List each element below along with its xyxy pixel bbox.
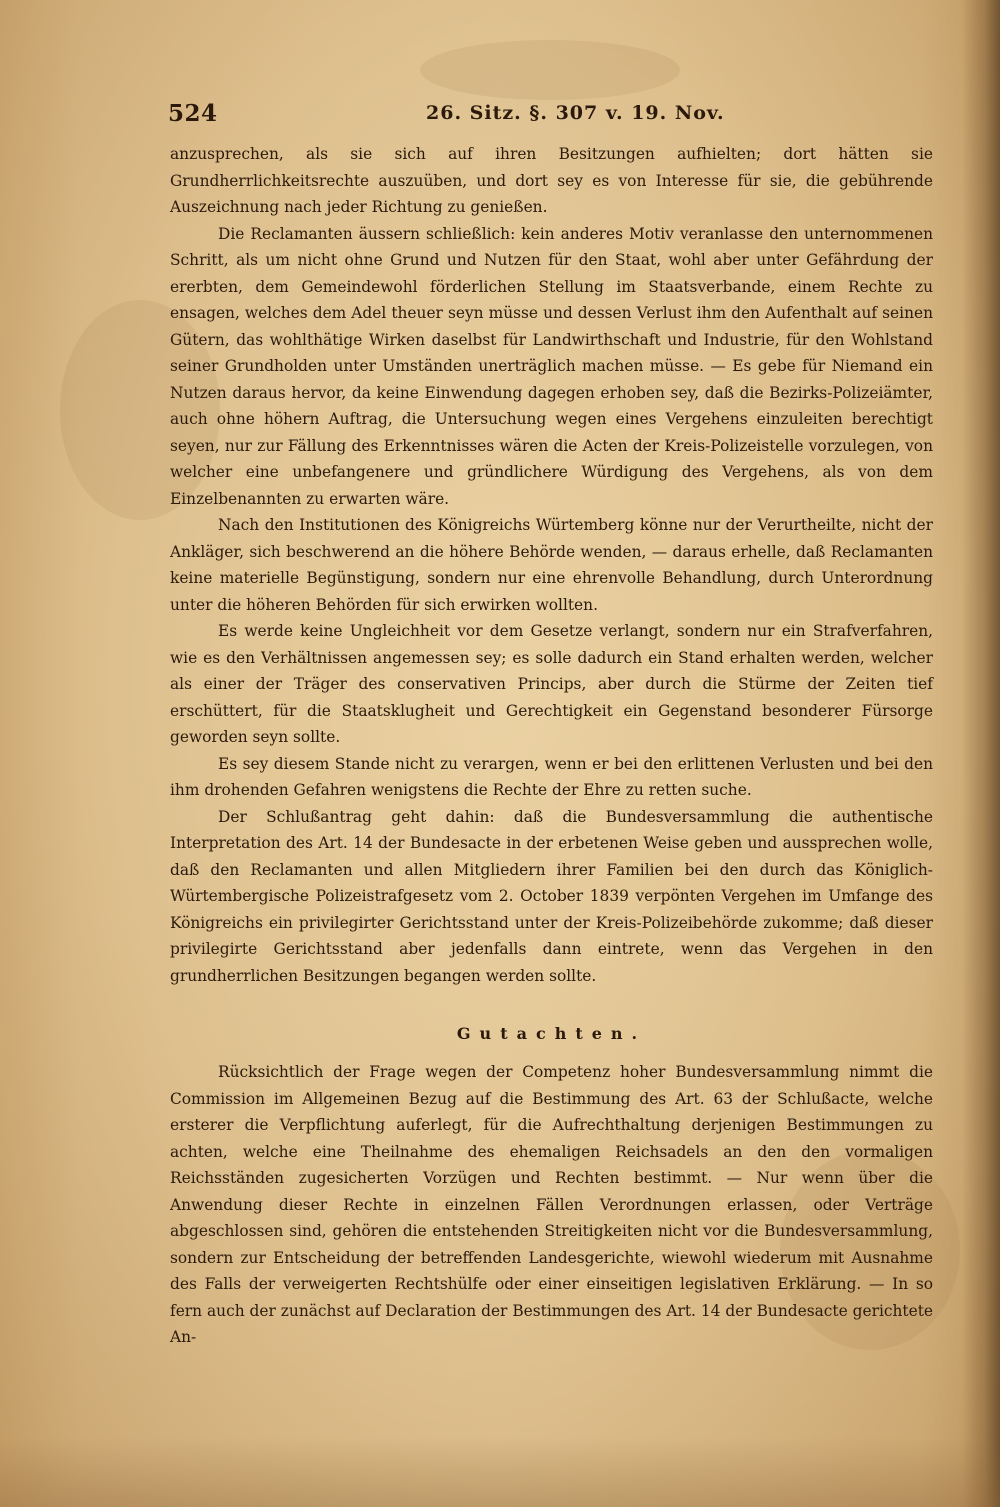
paragraph: Nach den Institutionen des Königreichs Würtemberg könne nur der Verurtheilte, nicht der Ankläger, sich beschwerend an die höhere Behörde wenden, — daraus erhelle, daß Reclamanten keine materielle Begünstigung, sondern nur eine ehrenvolle Behandlung, durch Unterordnung unter die höheren Behörden für sich erwirken wollten. — [170, 516, 933, 614]
section-heading: Gutachten. — [456, 1024, 647, 1043]
page-bottom-shadow — [0, 1437, 1000, 1507]
paragraph: anzusprechen, als sie sich auf ihren Besitzungen aufhielten; dort hätten sie Grundherrlichkeitsrechte auszuüben, und dort sey es von Interesse für sie, die gebührende Auszeichnung nach jeder Richtung zu genießen. — [170, 145, 933, 216]
paragraph: Rücksichtlich der Frage wegen der Competenz hoher Bundesversammlung nimmt die Commission im Allgemeinen Bezug auf die Bestimmung des Art. 63 der Schlußacte, welche ersterer die Verpflichtung auferlegt, für die Aufrechthaltung derjenigen Bestimmungen zu achten, welche eine Theilnahme des ehemaligen Reichsadels an den den vormaligen Reichsständen zugesicherten Vorzügen und Rechten bestimmt. — Nur wenn über die Anwendung dieser Rechte in einzelnen Fällen Verordnungen erlassen, oder Verträge abgeschlossen sind, gehören die entstehenden Streitigkeiten nicht vor die Bundesversammlung, sondern zur Entscheidung der betreffenden Landesgerichte, wiewohl wiederum mit Ausnahme des Falls der verweigerten Rechtshülfe oder einer einseitigen legislativen Erklärung. — In so fern auch der zunächst auf Declaration der Bestimmungen des Art. 14 der Bundesacte gerichtete An- — [170, 1063, 933, 1346]
paragraph: Es werde keine Ungleichheit vor dem Gesetze verlangt, sondern nur ein Strafverfahren, wie es den Verhältnissen angemessen sey; es solle dadurch ein Stand erhalten werden, welcher als einer der Träger des conservativen Princips, aber durch die Stürme der Zeiten tief erschüttert, für die Staatsklugheit und Gerechtigkeit ein Gegenstand besonderer Fürsorge geworden seyn sollte. — [170, 622, 933, 746]
paragraph: Der Schlußantrag geht dahin: daß die Bundesversammlung die authentische Interpretation des Art. 14 der Bundesacte in der erbetenen Weise geben und aussprechen wolle, daß den Reclamanten und allen Mitgliedern ihrer Familien bei den durch das Königlich-Würtembergische Polizeistrafgesetz vom 2. October 1839 verpönten Vergehen im Umfange des Königreichs ein privilegirter Gerichtsstand unter der Kreis-Polizeibehörde zukomme; daß dieser privilegirte Gerichtsstand aber jedenfalls dann eintrete, wenn das Vergehen in den grundherrlichen Besitzungen begangen werden sollte. — [170, 807, 933, 985]
paper-stain — [420, 40, 680, 100]
paragraph: Die Reclamanten äussern schließlich: kein anderes Motiv veranlasse den unternommenen Schritt, als um nicht ohne Grund und Nutzen für den Staat, wohl aber unter Gefährdung der ererbten, dem Gemeindewohl förderlichen Stellung im Staatsverbande, einem Rechte zu ensagen, welches dem Adel theuer seyn müsse und dessen Verlust ihm den Aufenthalt auf seinen Gütern, das wohlthätige Wirken daselbst für Landwirthschaft und Industrie, für den Wohlstand seiner Grundholden unter Umständen unerträglich machen müsse. — Es gebe für Niemand ein Nutzen daraus hervor, da keine Einwendung dagegen erhoben sey, daß die Bezirks-Polizeiämter, auch ohne höhern Auftrag, die Untersuchung wegen eines Vergehens einzuleiten berechtigt seyen, nur zur Fällung des Erkenntnisses wären die Acten der Kreis-Polizeistelle vorzulegen, von welcher eine unbefangenere und gründlichere Würdigung des Vergehens, als von dem Einzelbenannten zu erwarten wäre. — [170, 224, 933, 508]
page-number: 524 — [168, 100, 218, 127]
running-head: 26. Sitz. §. 307 v. 19. Nov. — [426, 102, 725, 124]
body-text — [170, 141, 933, 1351]
paragraph: Es sey diesem Stande nicht zu verargen, wenn er bei den erlittenen Verlusten und bei den ihm drohenden Gefahren wenigstens die Rechte der Ehre zu retten suche. — [170, 754, 933, 799]
page-header — [168, 100, 938, 136]
page-edge-shadow — [962, 0, 1000, 1507]
